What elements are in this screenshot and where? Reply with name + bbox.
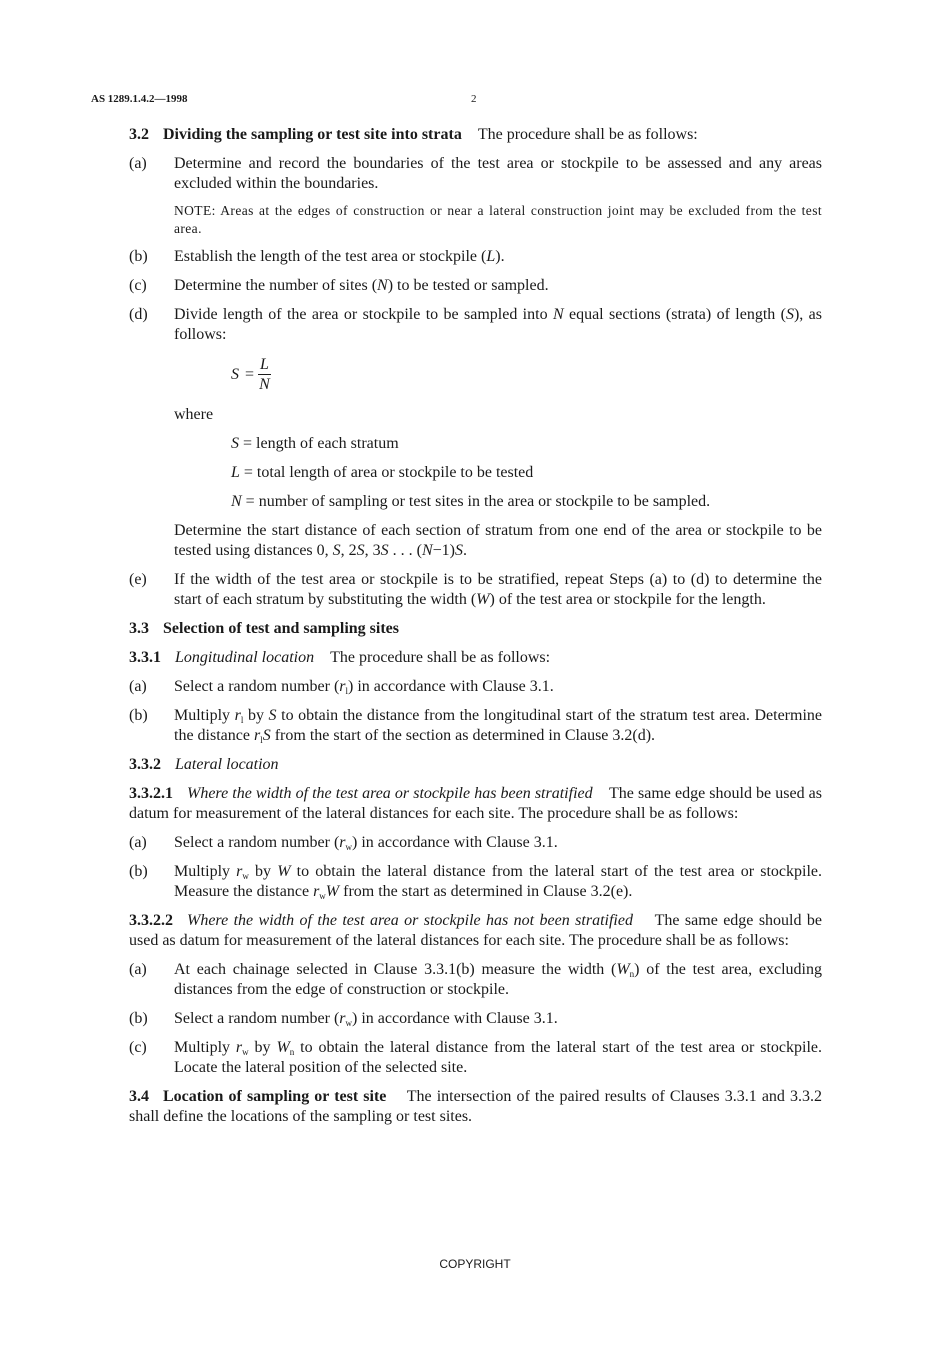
clause-3-4: 3.4 Location of sampling or test site The intersection of the paired results of Clauses 3.3.1 and 3.3.2 shall define the locations of the sampling or test sites. xyxy=(129,1088,823,1125)
list-item: (a) At each chainage selected in Clause 3.3.1(b) measure the width $(W_n)$ of the test area, excluding distances from the edge of construction or stockpile. xyxy=(129,961,822,998)
list-label: (e) xyxy=(129,571,147,588)
list-item xyxy=(129,570,822,610)
definition: L = total length of area or stockpile to be tested xyxy=(231,464,534,481)
list-label: (a) xyxy=(129,155,147,172)
clause-3-2 xyxy=(129,125,822,145)
list-text: Determine and record the boundaries of the test area or stockpile to be assessed and any areas excluded within the boundaries. xyxy=(174,155,822,192)
list-label: (d) xyxy=(129,306,148,323)
clause-number: 3.2 xyxy=(129,126,149,143)
standard-designation: AS 1289.1.4.2—1998 xyxy=(91,93,188,105)
list-label: (c) xyxy=(129,277,147,294)
clause-title: Dividing the sampling or test site into strata xyxy=(163,126,462,143)
list-text: If the width of the test area or stockpile is to be stratified, repeat Steps (a) to (d) to determine the start of each stratum by substituting the width (W) of the test area or stockpile for the length. xyxy=(174,571,822,608)
document-body xyxy=(129,125,822,1136)
definition: N = number of sampling or test sites in the area or stockpile to be sampled. xyxy=(231,493,711,510)
clause-3-3-2-1: 3.3.2.1 Where the width of the test area or stockpile has been stratified The same edge should be used as datum for measurement of the lateral distances for each site. The procedure shall be as follows: xyxy=(129,785,823,822)
page-number: 2 xyxy=(471,93,477,105)
note-text: NOTE: Areas at the edges of construction or near a lateral construction joint may be excluded from the test area. xyxy=(174,203,822,236)
clause-3-3: 3.3 Selection of test and sampling sites xyxy=(129,620,399,637)
clause-3-3-1: 3.3.1 Longitudinal location The procedure shall be as follows: xyxy=(129,649,551,666)
list-text: Determine the number of sites (N) to be tested or sampled. xyxy=(174,277,549,294)
list-item: (c) Multiply $r_w$ by $W_n$ to obtain the lateral distance from the lateral start of the test area or stockpile. Locate the lateral position of the selected site. xyxy=(129,1039,823,1076)
list-text: Establish the length of the test area or stockpile (L). xyxy=(174,248,505,265)
list-item xyxy=(129,305,822,345)
list-item: (b) Multiply $r_w$ by W to obtain the lateral distance from the lateral start of the test area or stockpile. Measure the distance $r_wW$ from the start as determined in Clause 3.2(e). xyxy=(129,863,823,901)
list-item: (b) Multiply $r_l$ by S to obtain the distance from the longitudinal start of the stratum test area. Determine the distance $r_lS$ from the start of the section as determined in Clause 3.2(d). xyxy=(129,707,823,745)
definition: S = length of each stratum xyxy=(231,435,399,452)
list-item: (a) Select a random number $(r_w)$ in accordance with Clause 3.1. xyxy=(129,834,558,852)
list-item xyxy=(129,247,822,267)
clause-3-3-2-2: 3.3.2.2 Where the width of the test area or stockpile has not been stratified The same edge should be used as datum for measurement of the lateral distances for each site. The procedure shall be as follows: xyxy=(129,912,823,949)
list-item: (b) Select a random number $(r_w)$ in accordance with Clause 3.1. xyxy=(129,1010,558,1028)
list-item xyxy=(129,276,822,296)
list-label: (b) xyxy=(129,248,148,265)
list-text: Divide length of the area or stockpile to be sampled into N equal sections (strata) of length (S), as follows: xyxy=(174,306,822,343)
start-distance-text: Determine the start distance of each section of stratum from one end of the area or stockpile to be tested using distances 0, S, 2S, 3S . . . (N−1)S. xyxy=(174,522,822,559)
clause-intro: The procedure shall be as follows: xyxy=(477,126,698,143)
formula: S = $\frac{L}{N}$ xyxy=(231,356,270,393)
clause-3-3-2: 3.3.2 Lateral location xyxy=(129,756,279,773)
where-label: where xyxy=(174,406,214,423)
copyright-footer: COPYRIGHT xyxy=(439,1257,511,1271)
list-item xyxy=(129,154,822,194)
list-item: (a) Select a random number $(r_l)$ in accordance with Clause 3.1. xyxy=(129,678,554,696)
